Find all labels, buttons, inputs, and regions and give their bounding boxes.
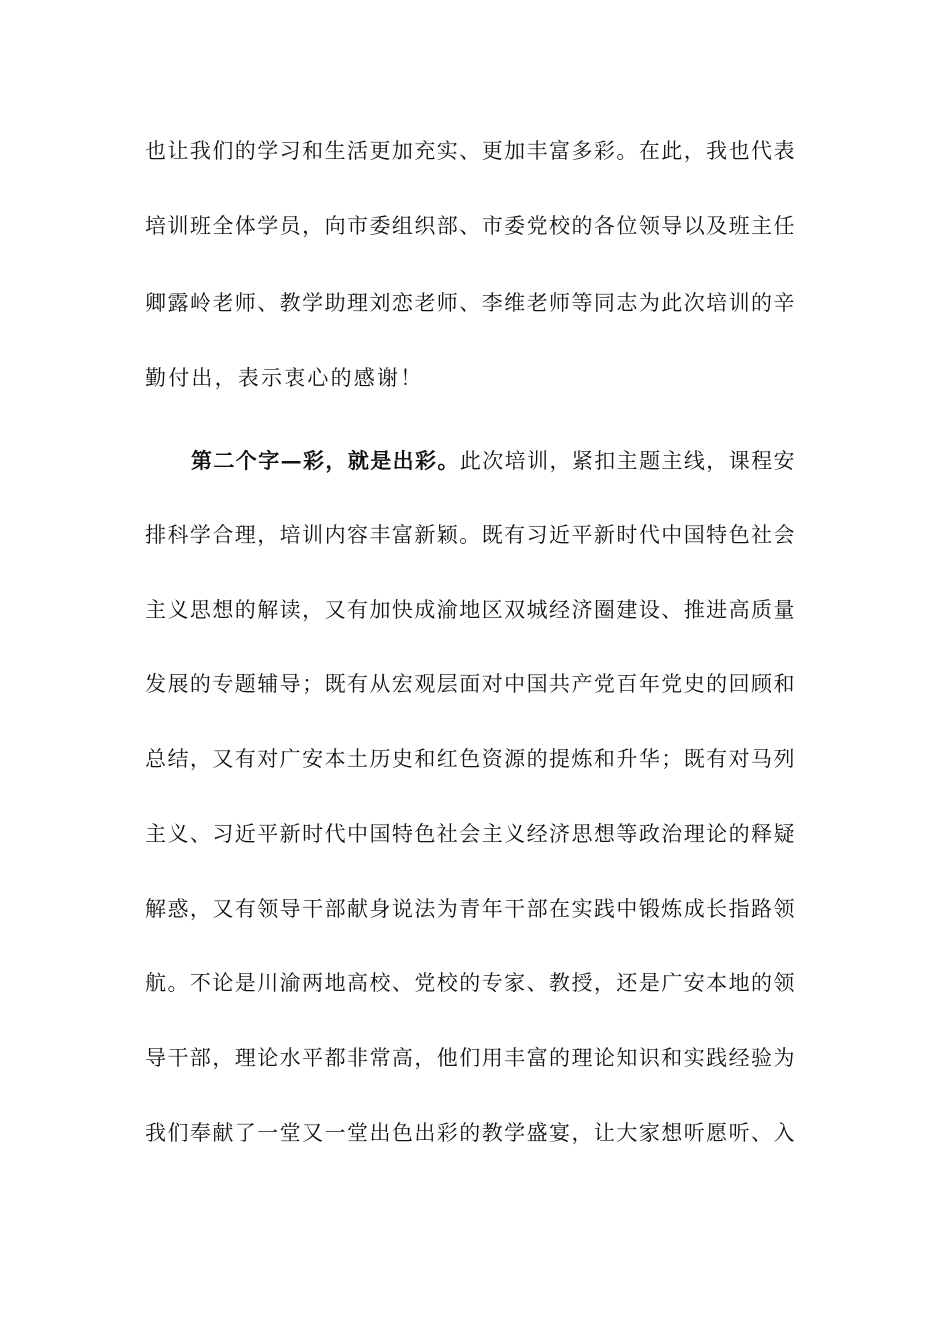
paragraph-2-line-7: 解惑，又有领导干部献身说法为青年干部在实践中锻炼成长指路领 xyxy=(145,897,795,921)
paragraph-2-lead-heading: 第二个字—彩，就是出彩。 xyxy=(191,448,460,473)
paragraph-2-line-6: 主义、习近平新时代中国特色社会主义经济思想等政治理论的释疑 xyxy=(145,822,795,846)
paragraph-2-line-3: 主义思想的解读，又有加快成渝地区双城经济圈建设、推进高质量 xyxy=(145,598,795,622)
paragraph-2-line-2: 排科学合理，培训内容丰富新颖。既有习近平新时代中国特色社会 xyxy=(145,523,795,547)
paragraph-1-line-3: 卿露岭老师、教学助理刘恋老师、李维老师等同志为此次培训的辛 xyxy=(145,291,795,315)
paragraph-2-line-5: 总结，又有对广安本土历史和红色资源的提炼和升华；既有对马列 xyxy=(145,747,795,771)
paragraph-1-line-1: 也让我们的学习和生活更加充实、更加丰富多彩。在此，我也代表 xyxy=(145,139,795,163)
paragraph-2-line-8: 航。不论是川渝两地高校、党校的专家、教授，还是广安本地的领 xyxy=(145,971,795,995)
paragraph-2-line-4: 发展的专题辅导；既有从宏观层面对中国共产党百年党史的回顾和 xyxy=(145,672,795,696)
paragraph-2-line-9: 导干部，理论水平都非常高，他们用丰富的理论知识和实践经验为 xyxy=(145,1046,795,1070)
paragraph-2-line-10: 我们奉献了一堂又一堂出色出彩的教学盛宴，让大家想听愿听、入 xyxy=(145,1121,795,1145)
paragraph-1-line-2: 培训班全体学员，向市委组织部、市委党校的各位领导以及班主任 xyxy=(145,214,795,238)
paragraph-2-lead-text: 此次培训，紧扣主题主线，课程安 xyxy=(459,449,796,473)
paragraph-2-line-1 xyxy=(191,441,795,481)
paragraph-1-line-4: 勤付出，表示衷心的感谢！ xyxy=(145,366,424,390)
